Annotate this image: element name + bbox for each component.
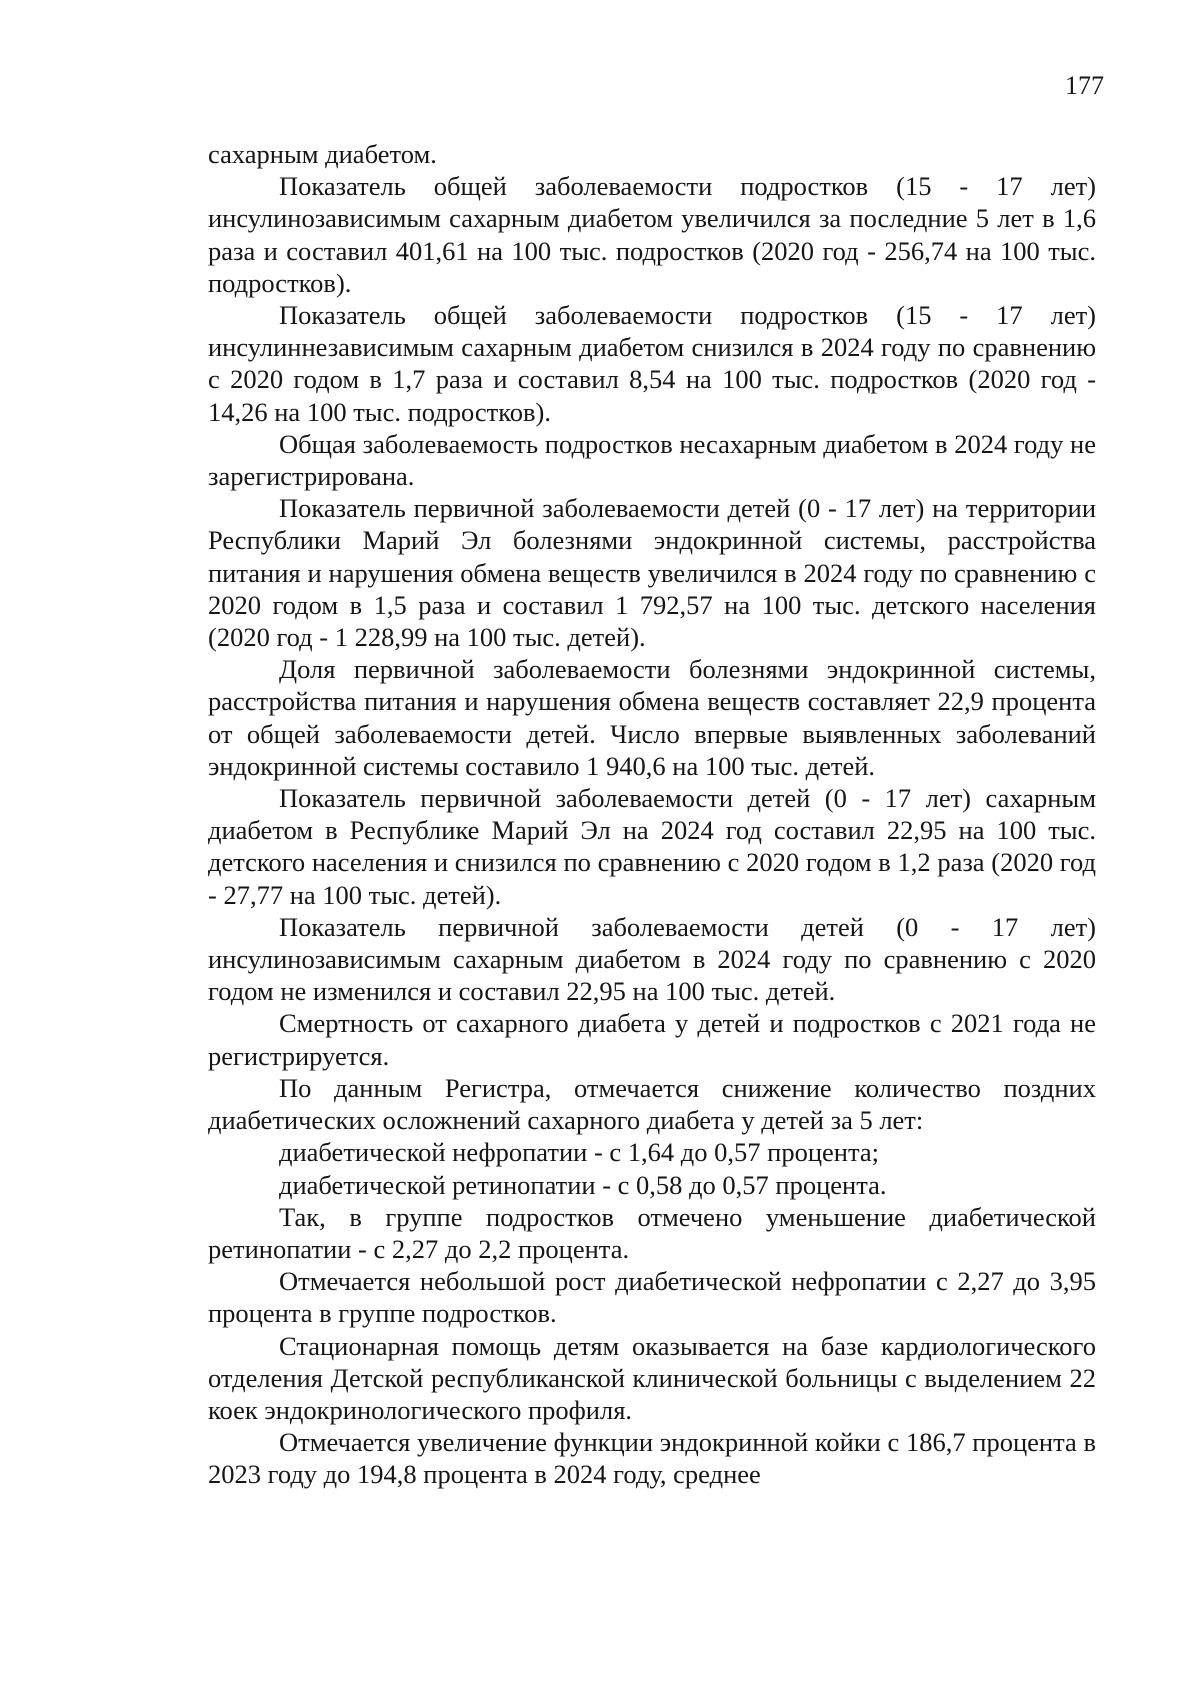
- list-item-retinopathy: диабетической ретинопатии - с 0,58 до 0,57 процента.: [279, 1169, 887, 1200]
- page-number: 177: [1065, 71, 1104, 100]
- paragraph-adolescent-retinopathy: Так, в группе подростков отмечено уменьшение диабетической ретинопатии - с 2,27 до 2,2 процента.: [208, 1201, 1096, 1264]
- paragraph-primary-morbidity-endocrine: Показатель первичной заболеваемости детей (0 - 17 лет) на территории Республики Марий Эл болезнями эндокринной системы, расстройства питания и нарушения обмена веществ увеличился в 2024 году по сравнению с 2020 годом в 1,5 раза и составил 1 792,57 на 100 тыс. детского населения (2020 год - 1 228,99 на 100 тыс. детей).: [208, 493, 1096, 653]
- paragraph-mortality: Смертность от сахарного диабета у детей и подростков с 2021 года не регистрируется.: [208, 1008, 1096, 1071]
- paragraph-primary-morbidity-diabetes: Показатель первичной заболеваемости детей (0 - 17 лет) сахарным диабетом в Республике Марий Эл на 2024 год составил 22,95 на 100 тыс. детского населения и снизился по сравнению с 2020 годом в 1,2 раза (2020 год - 27,77 на 100 тыс. детей).: [208, 783, 1096, 910]
- paragraph-adolescent-diabetes-insipidus: Общая заболеваемость подростков несахарным диабетом в 2024 году не зарегистрирована.: [208, 428, 1096, 492]
- paragraph-adolescent-non-insulin-dependent: Показатель общей заболеваемости подростков (15 - 17 лет) инсулиннезависимым сахарным диабетом снизился в 2024 году по сравнению с 2020 годом в 1,7 раза и составил 8,54 на 100 тыс. подростков (2020 год - 14,26 на 100 тыс. подростков).: [208, 300, 1096, 427]
- document-text: [208, 138, 1096, 1491]
- paragraph-endocrine-share: Доля первичной заболеваемости болезнями эндокринной системы, расстройства питания и нарушения обмена веществ составляет 22,9 процента от общей заболеваемости детей. Число впервые выявленных заболеваний эндокринной системы составило 1 940,6 на 100 тыс. детей.: [208, 654, 1096, 781]
- paragraph-primary-insulin-dependent: Показатель первичной заболеваемости детей (0 - 17 лет) инсулинозависимым сахарным диабетом в 2024 году по сравнению с 2020 годом не изменился и составил 22,95 на 100 тыс. детей.: [208, 911, 1096, 1007]
- list-item-nephropathy: диабетической нефропатии - с 1,64 до 0,57 процента;: [279, 1137, 879, 1168]
- paragraph-continuation: сахарным диабетом.: [208, 139, 437, 169]
- paragraph-inpatient-care: Стационарная помощь детям оказывается на базе кардиологического отделения Детской республиканской клинической больницы с выделением 22 коек эндокринологического профиля.: [208, 1330, 1096, 1425]
- paragraph-adolescent-nephropathy: Отмечается небольшой рост диабетической нефропатии с 2,27 до 3,95 процента в группе подростков.: [208, 1266, 1096, 1329]
- paragraph-registry-complications: По данным Регистра, отмечается снижение количество поздних диабетических осложнений сахарного диабета у детей за 5 лет:: [208, 1072, 1096, 1136]
- paragraph-adolescent-insulin-dependent: Показатель общей заболеваемости подростков (15 - 17 лет) инсулинозависимым сахарным диабетом увеличился за последние 5 лет в 1,6 раза и составил 401,61 на 100 тыс. подростков (2020 год - 256,74 на 100 тыс. подростков).: [208, 171, 1096, 298]
- paragraph-bed-function: Отмечается увеличение функции эндокринной койки с 186,7 процента в 2023 году до 194,8 процента в 2024 году, среднее: [208, 1427, 1096, 1490]
